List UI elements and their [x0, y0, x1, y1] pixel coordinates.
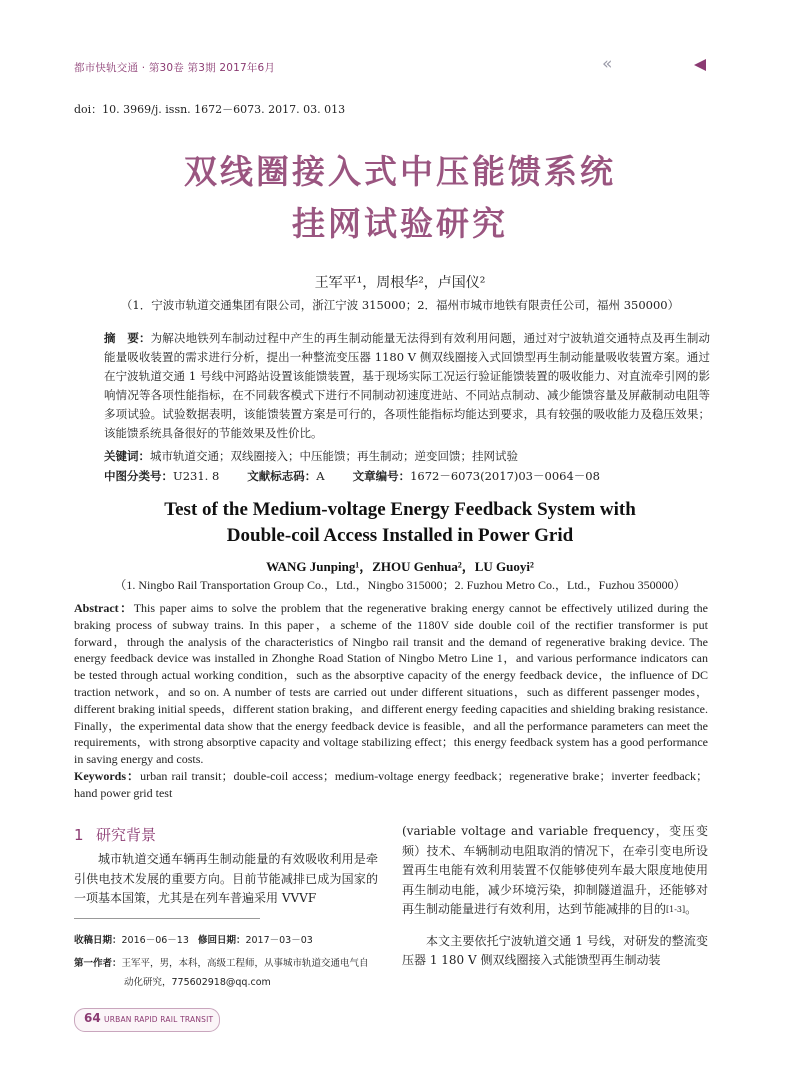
keywords-zh: [104, 448, 710, 464]
body-text-end: 。: [685, 902, 698, 916]
title-en-line-2: Double-coil Access Installed in Power Grid: [226, 525, 574, 546]
doc-code-value: A: [316, 469, 325, 483]
revised-date: 2017－03－03: [245, 935, 313, 946]
footer-journal-name: URBAN RAPID RAIL TRANSIT: [104, 1015, 214, 1024]
page-number: 64: [84, 1011, 101, 1025]
doc-code-label: 文献标志码：: [247, 469, 317, 483]
double-chevron-left-icon: «: [602, 54, 613, 74]
authors-en: WANG Junping¹，ZHOU Genhua²，LU Guoyi²: [266, 559, 534, 574]
abstract-en-label: Abstract：: [74, 601, 134, 615]
first-author-label: 第一作者：: [74, 958, 122, 969]
triangle-left-icon: [694, 59, 706, 71]
affiliation-zh: （1．宁波市轨道交通集团有限公司，浙江宁波 315000；2．福州市城市地铁有限责任公司，福州 350000）: [120, 298, 680, 312]
section-title: 研究背景: [96, 826, 157, 844]
footnote-dates: [74, 933, 384, 949]
article-number-label: 文章编号：: [352, 469, 411, 483]
keywords-en-text: urban rail transit；double-coil access；medium-voltage energy feedback；regenerative brake；inverter feedback；hand power grid test: [74, 769, 708, 800]
abstract-zh-label: 摘 要：: [104, 331, 151, 345]
body-paragraph: 本文主要依托宁波轨道交通 1 号线，对研发的整流变压器 1 180 V 侧双线圈接入式能馈型再生制动装: [402, 933, 708, 967]
received-date: 2016－06－13: [121, 935, 189, 946]
section-number: 1: [74, 826, 84, 844]
body-paragraph: [402, 822, 708, 920]
body-left-column: [74, 850, 378, 909]
keywords-zh-label: 关键词：: [104, 449, 150, 463]
title-zh-line-2: 挂网试验研究: [292, 204, 508, 243]
section-heading: [74, 824, 156, 845]
journal-header: 都市快轨交通 · 第30卷 第3期 2017年6月: [74, 62, 276, 74]
keywords-en-label: Keywords：: [74, 769, 141, 783]
footnote-divider: [74, 918, 260, 919]
abstract-en-text: This paper aims to solve the problem that the regenerative braking energy cannot be effectively utilized during the braking process of subway trains. In this paper，a scheme of the 1180V side double coil of the rectifier transformer is put forward，through the analysis of the characteristics of Ningbo rail transit and the demand of regenerative braking device. The energy feedback device was installed in Zhonghe Road Station of Ningbo Metro Line 1，and various performance indicators can be tested through actual working condition，such as the absorptive capacity of the energy feedback device，the influence of DC traction network，and so on. A number of tests are carried out under different situations，such as different passenger modes，different braking initial speeds，different station braking，and different energy feeding capacities and shielding braking resistance. Finally，the experimental data show that the energy feedback device is feasible，and all the performance parameters can meet the requirements，with strong absorptive capacity and voltage stabilizing effect；this energy feedback system has a good performance in saving energy and costs.: [74, 601, 709, 767]
clc-value: U231. 8: [173, 469, 220, 483]
revised-label: 修回日期：: [197, 935, 246, 946]
body-paragraph: 城市轨道交通车辆再生制动能量的有效吸收利用是牵引供电技术发展的重要方向。目前节能减排已成为国家的一项基本国策，尤其是在列车普遍采用 VVVF: [74, 852, 378, 905]
authors-zh: 王军平¹，周根华²，卢国仪²: [314, 275, 486, 291]
citation-ref: [1-3]: [666, 905, 686, 914]
body-right-column: [402, 822, 708, 971]
footnote-author-cont: 动化研究，775602918@qq.com: [124, 977, 271, 988]
abstract-zh: [104, 329, 710, 443]
received-label: 收稿日期：: [74, 935, 122, 946]
footnote-author: [74, 956, 384, 972]
classification-line: [104, 468, 600, 484]
doi: doi：10. 3969/j. issn. 1672－6073. 2017. 03. 013: [74, 103, 346, 116]
clc-label: 中图分类号：: [104, 469, 173, 483]
title-zh-line-1: 双线圈接入式中压能馈系统: [184, 152, 616, 191]
abstract-en: [74, 600, 708, 768]
body-text: (variable voltage and variable frequency，变压变频）技术、车辆制动电阻取消的情况下，在牵引变电所设置再生电能有效利用装置不仅能够使列车最大限度地使用再生制动电能，减少环境污染，抑制隧道温升，还能够对再生制动能量进行有效利用，达到节能减排的目的: [402, 824, 708, 916]
title-en-line-1: Test of the Medium-voltage Energy Feedback System with: [164, 499, 636, 520]
article-number-value: 1672－6073(2017)03－0064－08: [410, 469, 600, 483]
keywords-en: [74, 768, 708, 802]
affiliation-en: （1. Ningbo Rail Transportation Group Co.，Ltd.，Ningbo 315000；2. Fuzhou Metro Co.，Ltd.，Fuzhou 350000）: [114, 578, 686, 592]
first-author-info: 王军平，男，本科，高级工程师，从事城市轨道交通电气自: [121, 958, 369, 969]
keywords-zh-text: 城市轨道交通；双线圈接入；中压能馈；再生制动；逆变回馈；挂网试验: [150, 449, 518, 463]
abstract-zh-text: 为解决地铁列车制动过程中产生的再生制动能量无法得到有效利用问题，通过对宁波轨道交通特点及再生制动能量吸收装置的需求进行分析，提出一种整流变压器 1180 V 侧双线圈接入式回馈型再生制动能量吸收装置方案。通过在宁波轨道交通 1 号线中河路站设置该能馈装置，基于现场实际工况运行验证能馈装置的吸收能力、对直流牵引网的影响情况等各项性能指标，在不同载客模式下进行不同制动初速度进站、不同站点制动、减少能馈容量及屏蔽制动电阻等多项试验。试验数据表明，该能馈装置方案是可行的，各项性能指标均能达到要求，具有较强的吸收能力及稳压效果；该能馈系统具备很好的节能效果及性价比。: [104, 331, 711, 440]
